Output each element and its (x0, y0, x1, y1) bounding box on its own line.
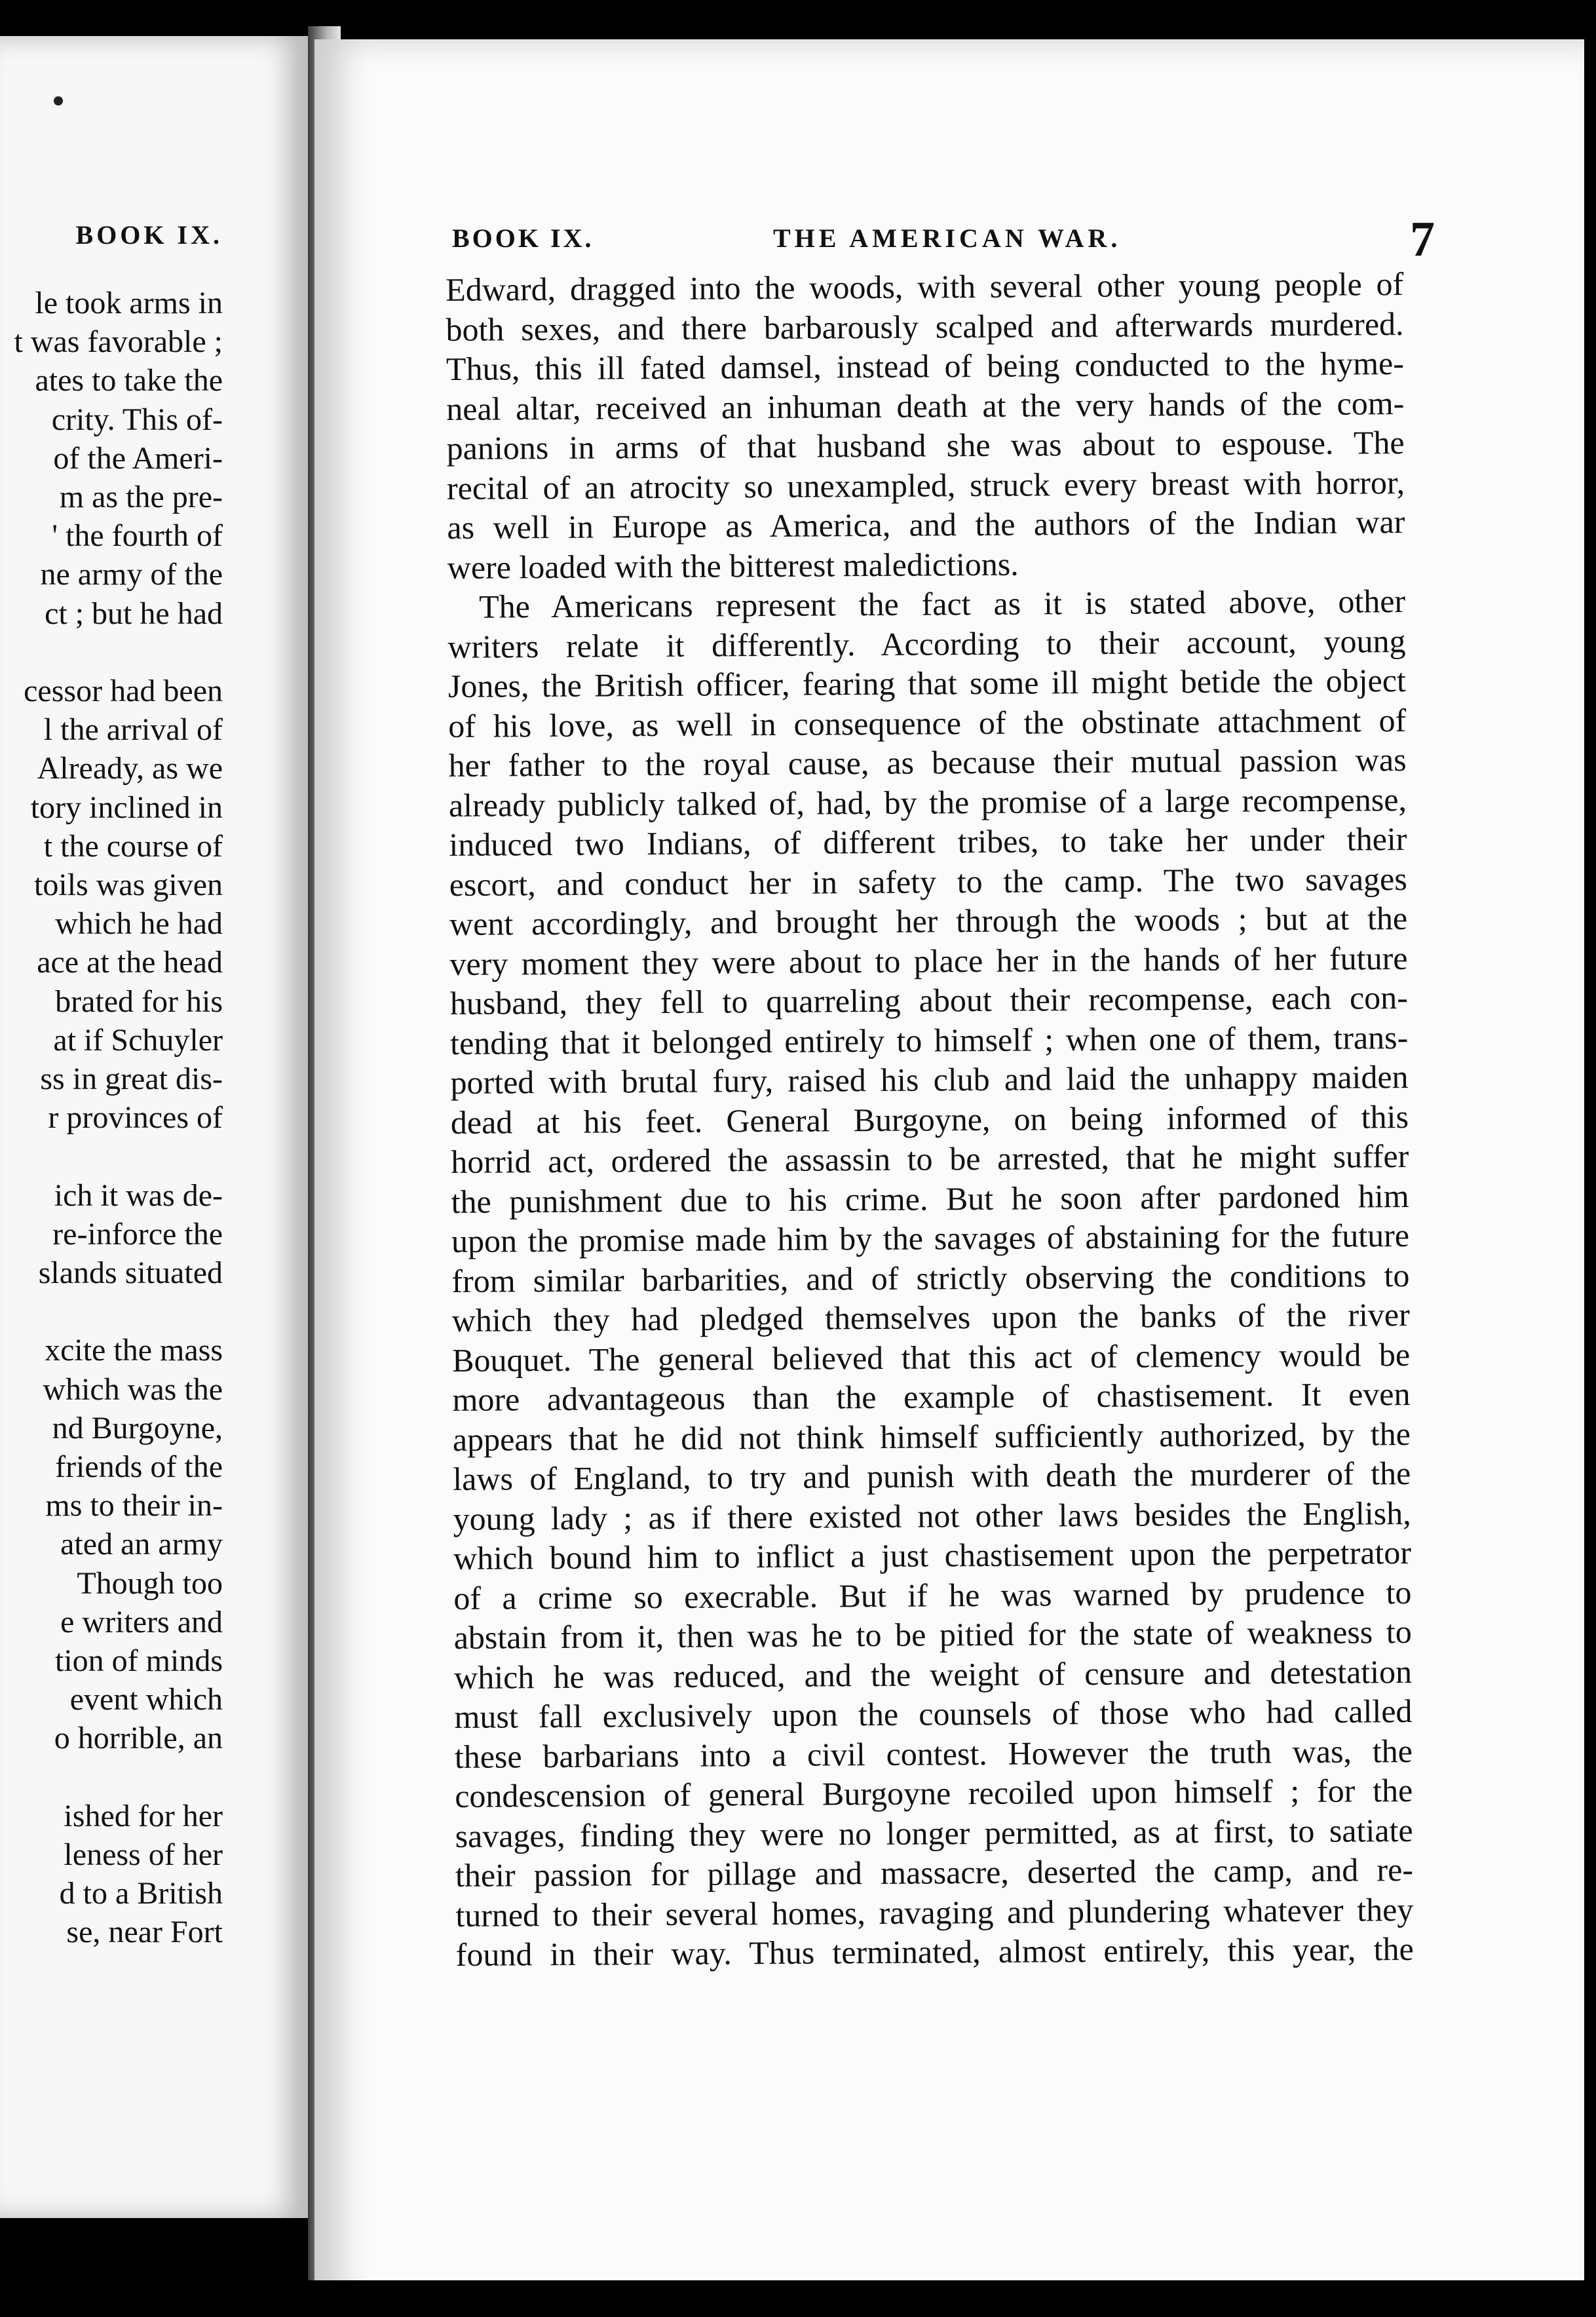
left-text-line: nd Burgoyne, (52, 1410, 223, 1446)
text-line: the punishment due to his crime. But he soon after pardoned him (451, 1177, 1409, 1220)
left-text-line: t was favorable ; (14, 324, 223, 360)
text-line: of a crime so execrable. But if he was warned by prudence to (453, 1573, 1412, 1617)
left-text-line: tion of minds (54, 1643, 223, 1678)
page-mark-dot (54, 96, 63, 105)
left-text-line: ished for her (64, 1798, 223, 1833)
left-text-line: ates to take the (35, 363, 223, 398)
left-running-head: BOOK IX. (75, 220, 223, 250)
running-head-title: THE AMERICAN WAR. (773, 223, 1122, 253)
left-text-line: m as the pre- (59, 480, 223, 514)
text-line: young lady ; as if there existed not other laws besides the English, (453, 1494, 1411, 1537)
left-text-line: e writers and (60, 1604, 223, 1639)
text-line: Bouquet. The general believed that this act of clemency would be (451, 1335, 1411, 1379)
left-text-line: brated for his (55, 984, 223, 1019)
left-text-line: toils was given (34, 868, 223, 902)
left-text-line: which he had (55, 906, 223, 942)
text-line: their passion for pillage and massacre, deserted the camp, and re- (455, 1851, 1414, 1894)
left-page (0, 36, 308, 2218)
text-line: both sexes, and there barbarously scalped and afterwards murdered. (446, 305, 1404, 348)
text-line: writers relate it differently. According to their account, young (447, 622, 1406, 665)
text-line: went accordingly, and brought her through the woods ; but at the (449, 900, 1408, 942)
left-text-line: leness of her (64, 1837, 223, 1872)
text-line: Thus, this ill fated damsel, instead of being conducted to the hyme- (446, 345, 1405, 387)
right-page (314, 39, 1584, 2317)
text-line: her father to the royal cause, as because their mutual passion was (448, 741, 1407, 784)
text-line: The Americans represent the fact as it is stated above, other (478, 583, 1406, 625)
text-line: already publicly talked of, had, by the promise of a large recompense, (448, 780, 1407, 824)
text-line: which bound him to inflict a just chastisement upon the perpetrator (453, 1534, 1412, 1577)
left-text-line: xcite the mass (45, 1333, 223, 1368)
left-text-line: at if Schuyler (53, 1022, 223, 1058)
text-line: savages, finding they were no longer permitted, as at first, to satiate (455, 1811, 1413, 1854)
left-text-line: cessor had been (24, 674, 223, 708)
text-line: very moment they were about to place her in the hands of her future (449, 939, 1408, 982)
text-line: panions in arms of that husband she was about to espouse. The (446, 424, 1405, 467)
left-text-line: se, near Fort (66, 1915, 223, 1950)
text-line: turned to their several homes, ravaging and plundering whatever they (455, 1890, 1414, 1934)
text-line: which they had pledged themselves upon the banks of the river (451, 1296, 1410, 1339)
text-line: these barbarians into a civil contest. However the truth was, the (454, 1732, 1413, 1775)
running-header (452, 212, 1435, 267)
left-text-line: event which (69, 1682, 223, 1717)
left-text-line: Already, as we (37, 751, 223, 786)
text-line: upon the promise made him by the savages of abstaining for the future (451, 1217, 1410, 1259)
text-line: from similar barbarities, and of strictly observing the conditions to (451, 1256, 1410, 1299)
text-line: appears that he did not think himself sufficiently authorized, by the (452, 1415, 1411, 1458)
text-line: horrid act, ordered the assassin to be arrested, that he might suffer (451, 1138, 1409, 1180)
left-text-line: ' the fourth of (52, 518, 223, 554)
text-line: condescension of general Burgoyne recoiled upon himself ; for the (455, 1772, 1413, 1814)
left-text-line: friends of the (55, 1449, 223, 1484)
text-line: as well in Europe as America, and the authors of the Indian war (447, 503, 1405, 546)
text-line: of his love, as well in consequence of the obstinate attachment of (448, 701, 1407, 744)
left-text-line: o horrible, an (54, 1721, 223, 1756)
left-text-line: t the course of (43, 828, 223, 864)
left-text-line: l the arrival of (43, 712, 223, 748)
left-text-line: crity. This of- (51, 402, 223, 437)
text-line: Edward, dragged into the woods, with several other young people of (446, 265, 1404, 308)
text-line: were loaded with the bitterest maledictions. (447, 545, 1019, 586)
text-line: dead at his feet. General Burgoyne, on being informed of this (450, 1098, 1409, 1141)
text-line: husband, they fell to quarreling about their recompense, each con- (449, 979, 1408, 1022)
text-line: Jones, the British officer, fearing that some ill might betide the object (447, 662, 1407, 704)
left-text-line: slands situated (38, 1255, 223, 1290)
text-line: induced two Indians, of different tribes, to take her under their (449, 820, 1407, 863)
page-number: 7 (1410, 212, 1435, 267)
left-text-line: ated an army (60, 1527, 223, 1562)
left-text-line: r provinces of (48, 1100, 223, 1136)
left-text-line: ich it was de- (54, 1178, 223, 1213)
left-text-line: ne army of the (40, 557, 223, 592)
left-text-line: d to a British (59, 1876, 223, 1911)
text-line: found in their way. Thus terminated, almost entirely, this year, the (455, 1930, 1414, 1973)
left-text-line: re-inforce the (52, 1216, 223, 1252)
text-line: more advantageous than the example of chastisement. It even (452, 1375, 1411, 1418)
body-text (446, 264, 1414, 1974)
left-text-line: ct ; but he had (45, 596, 223, 631)
left-text-line: Though too (77, 1565, 223, 1601)
text-line: abstain from it, then was he to be pitied for the state of weakness to (453, 1613, 1412, 1656)
text-line: recital of an atrocity so unexampled, struck every breast with horror, (446, 463, 1405, 507)
text-line: neal altar, received an inhuman death at the very hands of the com- (446, 384, 1405, 427)
text-line: ported with brutal fury, raised his club and laid the unhappy maiden (450, 1058, 1409, 1101)
left-text-line: of the Ameri- (53, 440, 223, 476)
text-line: which he was reduced, and the weight of censure and detestation (453, 1653, 1413, 1696)
text-line: laws of England, to try and punish with death the murderer of the (453, 1455, 1411, 1497)
scan-border (0, 2280, 1596, 2317)
left-text-line: le took arms in (35, 286, 223, 320)
running-head-book: BOOK IX. (452, 223, 594, 253)
text-line: tending that it belonged entirely to himself ; when one of them, trans- (450, 1018, 1409, 1062)
text-line: escort, and conduct her in safety to the camp. The two savages (449, 860, 1407, 903)
left-text-line: which was the (43, 1371, 223, 1407)
left-text-line: ss in great dis- (40, 1062, 223, 1096)
left-text-line: ace at the head (37, 945, 223, 980)
left-text-line: ms to their in- (45, 1488, 223, 1523)
left-text-line: tory inclined in (30, 790, 223, 825)
text-line: must fall exclusively upon the counsels of those who had called (454, 1693, 1413, 1735)
